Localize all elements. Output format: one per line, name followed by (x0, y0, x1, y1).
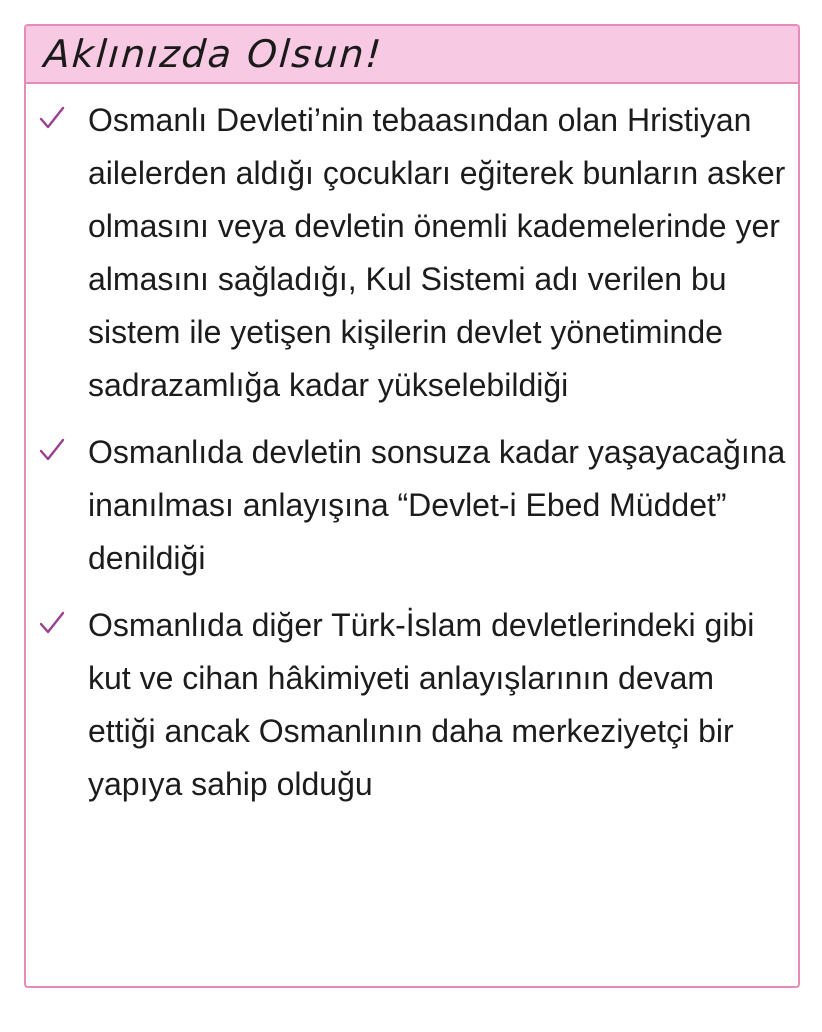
note-header (26, 26, 798, 84)
list-item (26, 599, 788, 811)
list-item (26, 426, 788, 585)
list-item-text: Osmanlıda diğer Türk-İslam devletlerindeki gibi kut ve cihan hâkimiyeti anlayışlarının devam ettiği ancak Osmanlının daha merkeziyetçi bir yapıya sahip olduğu (88, 607, 755, 802)
list-item (26, 94, 788, 412)
list-item-text: Osmanlıda devletin sonsuza kadar yaşayacağına inanılması anlayışına “Devlet-i Ebed Müddet” denildiği (88, 434, 786, 576)
list-item-text: Osmanlı Devleti’nin tebaasından olan Hristiyan ailelerden aldığı çocukları eğiterek bunların asker olmasını veya devletin önemli kademelerinde yer almasını sağladığı, Kul Sistemi adı verilen bu sistem ile yetişen kişilerin devlet yönetiminde sadrazamlığa kadar yükselebildiği (88, 102, 786, 403)
note-box (24, 24, 800, 988)
check-icon (38, 436, 66, 464)
check-icon (38, 609, 66, 637)
note-title: Aklınızda Olsun! (42, 32, 385, 76)
check-icon (38, 104, 66, 132)
note-list (26, 84, 798, 811)
